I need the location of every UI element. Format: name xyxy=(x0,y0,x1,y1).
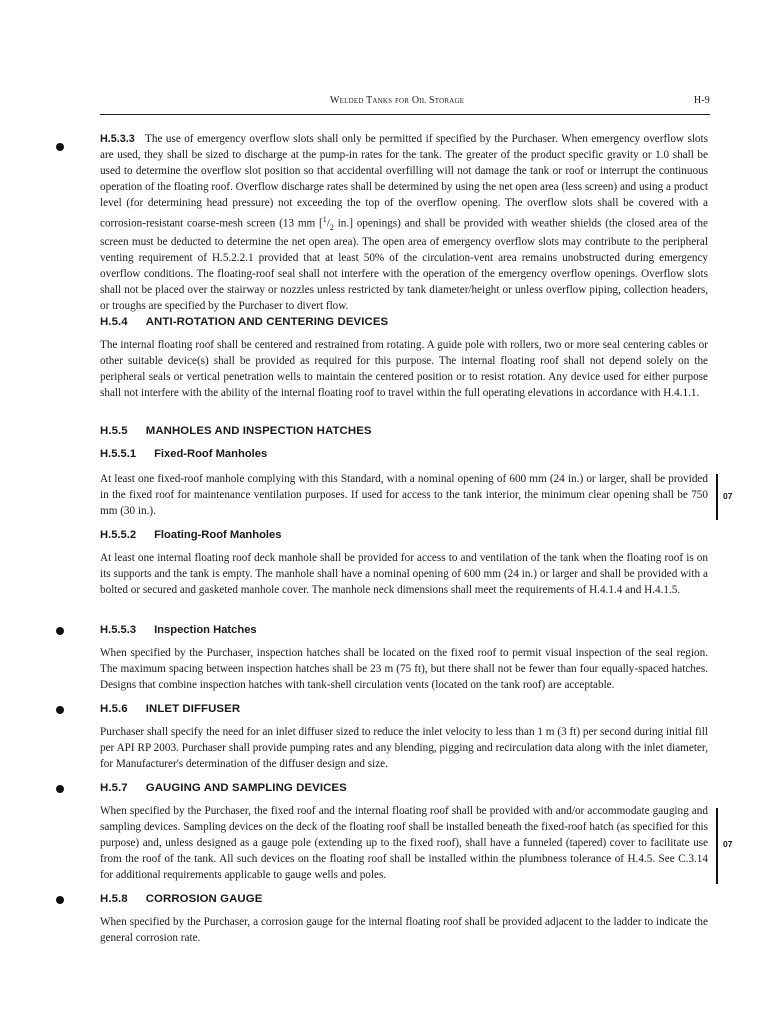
section-heading-h57 xyxy=(100,782,700,794)
revision-marker: 07 xyxy=(723,839,733,849)
clause-text-cont: in.] openings) and shall be provided with weather shields (the closed area of the screen must be deducted to determine the net open area). The open area of emergency overflow slots may contribute to the peripheral venting requirement of H.5.2.2.1 provided that at least 50% of the circulation-vent area remains unobstructed during emergency overflow conditions. The floating-roof seal shall not interfere with the operation of the emergency overflow openings. Overflow slots shall not be placed over the stairway or nozzles unless restricted by tank diameter/height or unless overflow piping, collection headers, or troughs are specified by the Purchaser to divert flow. xyxy=(100,217,708,313)
subsection-title: Floating-Roof Manholes xyxy=(154,529,282,541)
header-title: Welded Tanks for Oil Storage xyxy=(330,95,465,106)
change-bullet xyxy=(56,706,64,714)
change-bullet xyxy=(56,896,64,904)
paragraph-h56 xyxy=(100,725,708,773)
section-text: The internal floating roof shall be centered and restrained from rotating. A guide pole with rollers, two or more seal centering cables or other suitable device(s) shall be provided as required for this purpose. The internal floating roof shall not depend solely on the peripheral seals or vertical penetration wells to maintain the centered position or to resist rotation. Any device used for either purpose shall not interfere with the ability of the internal floating roof to travel within the full operating elevations in accordance with H.4.1.1. xyxy=(100,339,708,399)
section-text: When specified by the Purchaser, inspection hatches shall be located on the fixed roof to permit visual inspection of the seal region. The maximum spacing between inspection hatches shall be 23 m (75 ft), but there shall not be fewer than four equally-spaced hatches. Designs that combine inspection hatches with tank-shell circulation vents (located on the tank roof) are acceptable. xyxy=(100,647,708,691)
section-text: When specified by the Purchaser, a corrosion gauge for the internal floating roof shall be provided adjacent to the ladder to indicate the general corrosion rate. xyxy=(100,916,708,944)
section-text: Purchaser shall specify the need for an inlet diffuser sized to reduce the inlet velocity to less than 1 m (3 ft) per second during initial fill per API RP 2003. Purchaser shall provide pumping rates and any blending, pigging and recirculation data along with the inlet diameter, for Manufacturer's determination of the diffuser design and size. xyxy=(100,726,708,770)
section-text: At least one internal floating roof deck manhole shall be provided for access to and ventilation of the tank when the floating roof is on its supports and the tank is empty. The manhole shall have a nominal opening of 600 mm (24 in.) or larger and shall be provided with a bolted or secured and gasketed manhole cover. The manhole neck dimensions shall meet the requirements of H.4.1.4 and H.4.1.5. xyxy=(100,552,708,596)
subsection-number: H.5.5.3 xyxy=(100,624,137,636)
revision-marker: 07 xyxy=(723,491,733,501)
paragraph-h58 xyxy=(100,915,708,947)
page-number: H-9 xyxy=(693,95,710,106)
section-heading-h58 xyxy=(100,893,700,905)
subsection-number: H.5.5.2 xyxy=(100,529,137,541)
subsection-heading-h551 xyxy=(100,448,700,460)
section-number: H.5.8 xyxy=(100,893,128,905)
subsection-title: Fixed-Roof Manholes xyxy=(154,448,268,460)
header-rule xyxy=(100,114,710,115)
paragraph-h552 xyxy=(100,551,708,599)
fraction-denominator: 2 xyxy=(329,222,334,232)
subsection-heading-h552 xyxy=(100,529,700,541)
section-number: H.5.5 xyxy=(100,425,128,437)
paragraph-h54 xyxy=(100,338,708,402)
change-bullet xyxy=(56,785,64,793)
section-title: GAUGING AND SAMPLING DEVICES xyxy=(145,782,347,794)
section-number: H.5.6 xyxy=(100,703,128,715)
paragraph-h533: H.5.3.3 The use of emergency overflow slots shall only be permitted if specified by the Purchaser. When emergency overflow slots are used, they shall be sized to discharge at the pump-in rates for the tank. The greater of the product specific gravity or 1.0 shall be used to determine the overflow slot position so that accidental overfilling will not damage the tank or roof or interrupt the continuous operation of the floating roof. Overflow discharge rates shall be determined by using the net open area (less screen) and using a product level (for determining head pressure) not exceeding the top of the overflow opening. The overflow slots shall be covered with a corrosion-resistant coarse-mesh screen (13 mm [$^1/_2$ in.] openings) and shall be provided with weather shields (the closed area of the screen must be deducted to determine the net open area). The open area of emergency overflow slots may contribute to the peripheral venting requirement of H.5.2.2.1 provided that at least 50% of the circulation-vent area remains unobstructed during emergency overflow conditions. The floating-roof seal shall not interfere with the operation of the emergency overflow openings. Overflow slots shall not be placed over the stairway or nozzles unless restricted by tank diameter/height or unless overflow piping, collection headers, or troughs are specified by the Purchaser to divert flow. xyxy=(100,133,708,313)
subsection-heading-h553 xyxy=(100,624,700,636)
paragraph-h553 xyxy=(100,646,708,694)
section-title: ANTI-ROTATION AND CENTERING DEVICES xyxy=(145,316,389,328)
revision-bar xyxy=(716,474,718,520)
section-number: H.5.7 xyxy=(100,782,128,794)
subsection-number: H.5.5.1 xyxy=(100,448,137,460)
section-heading-h54 xyxy=(100,316,700,328)
section-heading-h55 xyxy=(100,425,700,437)
paragraph-h57 xyxy=(100,804,708,884)
section-text: At least one fixed-roof manhole complying with this Standard, with a nominal opening of 600 mm (24 in.) or larger, shall be provided in the fixed roof for maintenance ventilation purposes. If used for access to the tank interior, the minimum clear opening shall be 750 mm (30 in.). xyxy=(100,473,708,517)
revision-bar xyxy=(716,808,718,884)
subsection-title: Inspection Hatches xyxy=(154,624,257,636)
clause-text: The use of emergency overflow slots shall only be permitted if specified by the Purchaser. When emergency overflow slots are used, they shall be sized to discharge at the pump-in rates for the tank. The greater of the product specific gravity or 1.0 shall be used to determine the overflow slot position so that accidental overfilling will not damage the tank or roof or interrupt the continuous operation of the floating roof. Overflow discharge rates shall be determined by using the net open area (less screen) and using a product level (for determining head pressure) not exceeding the top of the overflow opening. The overflow slots shall be covered with a corrosion-resistant coarse-mesh screen (13 mm [ xyxy=(100,133,708,230)
paragraph-h551 xyxy=(100,472,708,520)
section-title: MANHOLES AND INSPECTION HATCHES xyxy=(145,425,372,437)
section-number: H.5.4 xyxy=(100,316,128,328)
section-heading-h56 xyxy=(100,703,700,715)
change-bullet xyxy=(56,143,64,151)
section-title: INLET DIFFUSER xyxy=(145,703,241,715)
change-bullet xyxy=(56,627,64,635)
fraction-numerator: 1 xyxy=(322,214,327,224)
section-text: When specified by the Purchaser, the fixed roof and the internal floating roof shall be provided with and/or accommodate gauging and sampling devices. Sampling devices on the deck of the floating roof shall be installed beneath the fixed-roof hatch (as specified for this purpose) and, unless designed as a gauge pole (extending up to the fixed roof), shall have a funneled (tapered) cover to facilitate use from the roof of the tank. All such devices on the floating roof shall be installed within the plumbness tolerance of H.4.5. See C.3.14 for additional requirements applicable to gauge wells and poles. xyxy=(100,805,708,881)
section-title: CORROSION GAUGE xyxy=(145,893,263,905)
clause-number: H.5.3.3 xyxy=(100,133,135,145)
